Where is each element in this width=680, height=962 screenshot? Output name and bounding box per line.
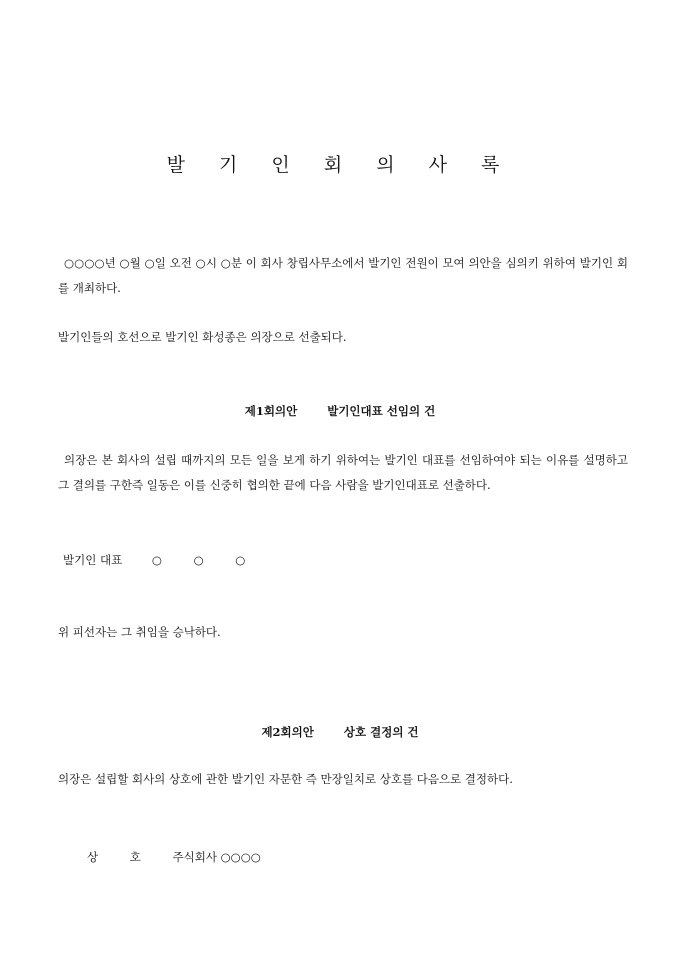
agenda-2-subject: 상호 결정의 건 bbox=[343, 725, 419, 739]
agenda-2-number: 제2회의안 bbox=[261, 725, 314, 739]
acceptance-paragraph: 위 피선자는 그 취임을 승낙하다. bbox=[58, 625, 221, 639]
company-name-value: 주식회사 ○○○○ bbox=[172, 850, 261, 864]
agenda-1-number: 제1회의안 bbox=[244, 404, 298, 418]
agenda-1-body: 의장은 본 회사의 설립 때까지의 모든 일을 보게 하기 위하여는 발기인 대표를 선임하여야 되는 이유를 설명하고 그 결의를 구한즉 일동은 이를 신중히 협의한 끝에 다음 사람을 발기인대표로 선출하다. bbox=[58, 453, 628, 492]
representative-mark: ○ bbox=[151, 553, 162, 567]
intro-paragraph-2: 발기인들의 호선으로 발기인 화성종은 의장으로 선출되다. bbox=[58, 330, 347, 344]
intro-paragraph-1: ○○○○년 ○월 ○일 오전 ○시 ○분 이 회사 창립사무소에서 발기인 전원이 모여 의안을 심의키 위하여 발기인 회를 개최하다. bbox=[58, 256, 628, 295]
company-name-line bbox=[87, 849, 261, 865]
representative-mark: ○ bbox=[235, 553, 246, 567]
agenda-1-subject: 발기인대표 선임의 건 bbox=[327, 404, 436, 418]
page-title: 발 기 인 회 의 사 록 bbox=[166, 154, 514, 176]
company-name-label-2: 호 bbox=[129, 850, 141, 864]
representative-label: 발기인 대표 bbox=[63, 553, 123, 567]
agenda-1-heading bbox=[0, 403, 680, 419]
representative-line bbox=[63, 552, 245, 568]
company-name-label-1: 상 bbox=[87, 850, 99, 864]
representative-mark: ○ bbox=[193, 553, 204, 567]
agenda-2-heading bbox=[0, 724, 680, 740]
agenda-2-body: 의장은 설립할 회사의 상호에 관한 발기인 자문한 즉 만장일치로 상호를 다음으로 결정하다. bbox=[58, 772, 513, 786]
